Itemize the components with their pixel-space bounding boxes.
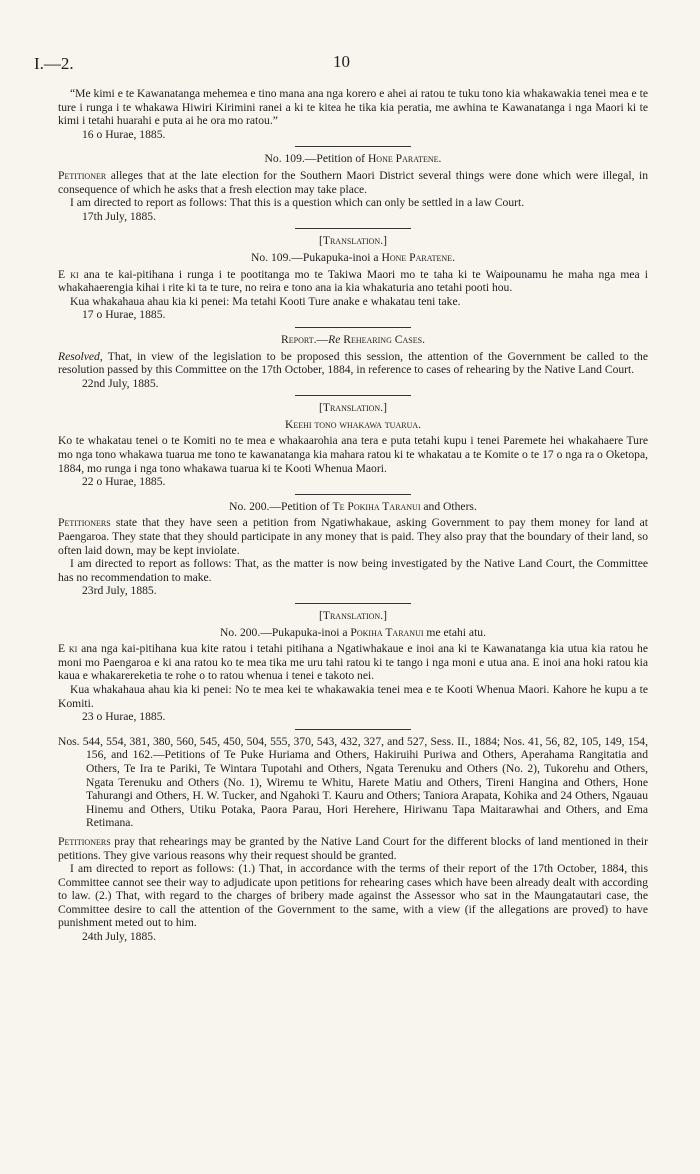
date-line: 24th July, 1885.	[82, 930, 156, 944]
date-line: 16 o Hurae, 1885.	[82, 127, 166, 141]
report-heading: Keehi tono whakawa tuarua.	[284, 417, 422, 431]
date-line: 17th July, 1885.	[82, 209, 156, 223]
report-paragraph: I am directed to report as follows: That, as the matter is now being investigated by the Native Land Court, the Committee has no recommendation to make.	[58, 557, 648, 584]
date-line: 23 o Hurae, 1885.	[82, 710, 166, 724]
report-paragraph: I am directed to report as follows: That this is a question which can only be settled in a law Court.	[70, 196, 525, 210]
report-paragraph: I am directed to report as follows: (1.) That, in accordance with the terms of their report of the 17th October, 1884, this Committee cannot see their way to adjudicate upon petitions for rehearing cases which have been already dealt with according to law. (2.) That, with regard to the charges of bribery made against the Assessor who sat in the Maungatautari case, the Committee desire to call the attention of the Government to the same, with a view (if the allegations are proved) to have punishment meted out to him.	[58, 862, 648, 930]
petition-paragraph: Petitioners state that they have seen a petition from Ngatiwhakaue, asking Government to pay them money for land at Paengaroa. They state that they should participate in any money that is paid. They also pray that the boundary of their land, so often laid down, may be kept inviolate.	[58, 516, 648, 557]
date-line: 22 o Hurae, 1885.	[82, 475, 166, 489]
section-rule	[295, 603, 411, 604]
page-content	[58, 87, 648, 944]
petition-paragraph: E ki ana te kai-pitihana i runga i te pootitanga mo te Takiwa Maori mo te taha ki te Waipounamu he maha nga mea i whakahaerengia kihai i rite ki ta te ture, no reira e tono ana ia kia whakaturia ano tetahi pooti hou.	[58, 267, 648, 295]
resolution-paragraph: Resolved, That, in view of the legislation to be proposed this session, the attention of the Government be called to the resolution passed by this Committee on the 17th October, 1884, in reference to cases of rehearing by the Native Land Court.	[58, 349, 648, 377]
petition-numbers-heading: Nos. 544, 554, 381, 380, 560, 545, 450, 504, 555, 370, 543, 432, 327, and 527, Sess. II., 1884; Nos. 41, 56, 82, 105, 149, 154, 156, and 162.—Petitions of Te Puke Huriama and Others, Hakiruihi Puriwa and Others, Aperahama Rangitatia and Others, Te Ira te Pariki, Te Wintara Tupotahi and Others, Ngata Terenuku and Others (No. 2), Tukorehu and Others, Ngata Terenuku and Others (No. 1), Wiremu te Whitu, Harete Matiu and Others, Tireni Hangina and Others, Hone Tahurangi and Others, H. W. Tucker, and Ngahoki T. Kauru and Others; Taniora Arapata, Kohika and 24 Others, Ngauau Hinemu and Others, Utiku Potaka, Paora Parau, Hori Herehere, Hiriwanu Tapa Maitarawhai and Others, and Ema Retimana.	[58, 734, 648, 830]
date-line: 22nd July, 1885.	[82, 376, 159, 390]
page-reference: I.—2.	[34, 54, 74, 73]
translation-heading: [Translation.]	[319, 234, 387, 248]
section-rule	[295, 395, 411, 396]
section-rule	[295, 327, 411, 328]
petition-heading: No. 200.—Pukapuka-inoi a Pokiha Taranui me etahi atu.	[220, 625, 486, 639]
petition-heading: No. 200.—Petition of Te Pokiha Taranui and Others.	[229, 499, 477, 513]
petition-heading: No. 109.—Petition of Hone Paratene.	[264, 152, 442, 166]
date-line: 23rd July, 1885.	[82, 584, 157, 598]
translation-heading: [Translation.]	[319, 401, 387, 415]
section-rule	[295, 146, 411, 147]
petition-paragraph: Petitioner alleges that at the late election for the Southern Maori District several things were done which were illegal, in consequence of which he asks that a fresh election may take place.	[58, 168, 648, 196]
translation-heading: [Translation.]	[319, 609, 387, 622]
quoted-paragraph: “Me kimi e te Kawanatanga mehemea e tino mana ana nga korero e ahei ai ratou te tuku tono kia whakawakia tenei mea e te ture i runga i te whakawa Hiwiri Kirimini ranei a ki te kitea he tika kia peratia, me awhina te Kawanatanga i nga Maori ki te kimi i tetahi huarahi e puta ai he ora mo ratou.”	[58, 87, 648, 128]
report-paragraph: Kua whakahaua ahau kia ki penei: Ma tetahi Kooti Ture anake e whakatau teni take.	[70, 294, 461, 308]
report-heading: Report.—Re Rehearing Cases.	[281, 332, 425, 346]
petition-paragraph: Petitioners pray that rehearings may be granted by the Native Land Court for the different blocks of land mentioned in their petitions. They give various reasons why their request should be granted.	[58, 834, 648, 862]
page-number: 10	[333, 52, 350, 71]
petition-heading: No. 109.—Pukapuka-inoi a Hone Paratene.	[251, 250, 455, 264]
resolution-paragraph: Ko te whakatau tenei o te Komiti no te mea e whakaarohia ana tera e puta tetahi kupu i tenei Paremete hei whakahaere Ture mo nga tono whakawa tuarua me tono te kawanatanga kia mahara ratou ki te whakatau a te Komite o te 17 o nga ra o Oketopa, 1884, mo runga i nga tono whakawa tuarua ki te Kooti Whenua Maori.	[58, 434, 648, 475]
report-paragraph: Kua whakahaua ahau kia ki penei: No te mea kei te whakawakia tenei mea e te Kooti Whenua Maori. Kahore he kupu a te Komiti.	[58, 682, 648, 710]
section-rule	[295, 228, 411, 229]
section-rule	[295, 729, 411, 730]
section-rule	[295, 494, 411, 495]
petition-paragraph: E ki ana nga kai-pitihana kua kite ratou i tetahi pitihana a Ngatiwhakaue e inoi ana ki te Kawanatanga kia utua kia ratou he moni mo Paengaroa e ki ana ratou ko te mea tika me uru tahi ratou ki te tango i nga moni e utua ana. E inoi ana hoki ratou kia kaua e whakarereketia te rohe o to ratou whenua i tenei e takoto nei.	[58, 642, 648, 683]
date-line: 17 o Hurae, 1885.	[82, 308, 166, 322]
